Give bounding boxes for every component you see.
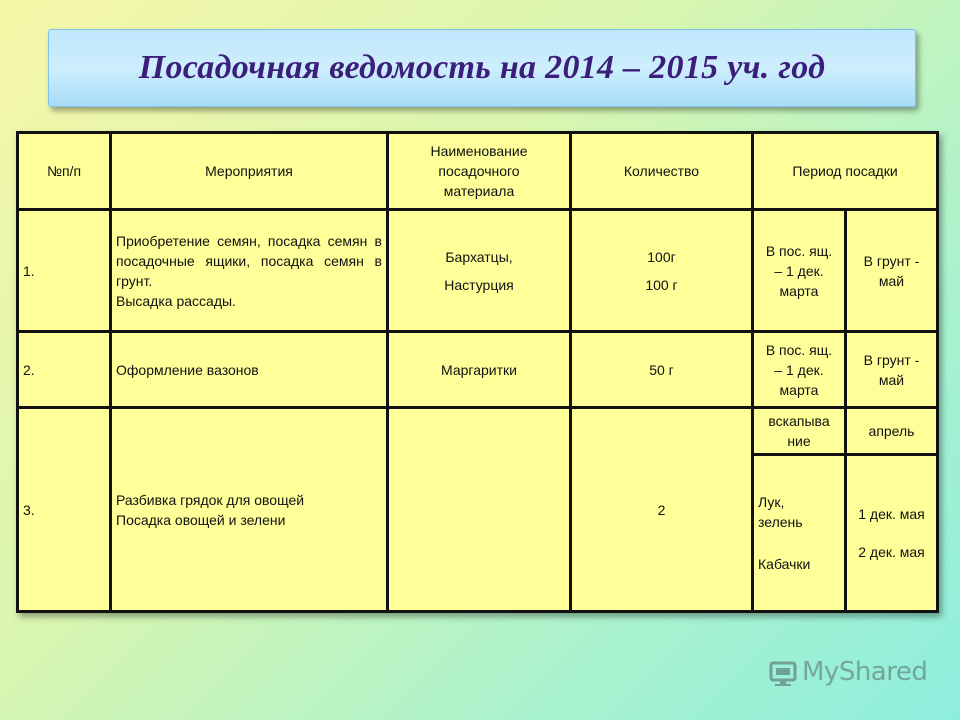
row3-crops: Лук, зелень Кабачки xyxy=(753,455,846,612)
planting-table xyxy=(16,131,939,613)
header-num: №п/п xyxy=(18,133,111,210)
table-row xyxy=(18,408,938,455)
table-row xyxy=(18,332,938,408)
title-banner xyxy=(48,29,916,107)
row2-event: Оформление вазонов xyxy=(111,332,388,408)
watermark-text: MyShared xyxy=(802,657,928,687)
row1-event: Приобретение семян, посадка семян в посадочные ящики, посадка семян в грунт. Высадка рассады. xyxy=(111,210,388,332)
row3-digging: вскапыва ние xyxy=(753,408,846,455)
header-material: Наименование посадочного материала xyxy=(388,133,571,210)
row1-qty: 100г 100 г xyxy=(571,210,753,332)
myshared-logo-icon xyxy=(768,657,798,687)
header-qty: Количество xyxy=(571,133,753,210)
header-period: Период посадки xyxy=(753,133,938,210)
row1-period-box: В пос. ящ. – 1 дек. марта xyxy=(753,210,846,332)
row2-qty: 50 г xyxy=(571,332,753,408)
row2-material: Маргаритки xyxy=(388,332,571,408)
row2-period-ground: В грунт - май xyxy=(846,332,938,408)
row1-material: Бархатцы, Настурция xyxy=(388,210,571,332)
row3-num: 3. xyxy=(18,408,111,612)
row1-period-ground: В грунт - май xyxy=(846,210,938,332)
page-title: Посадочная ведомость на 2014 – 2015 уч. год xyxy=(138,49,826,86)
row3-qty: 2 xyxy=(571,408,753,612)
row2-period-box: В пос. ящ. – 1 дек. марта xyxy=(753,332,846,408)
row1-num: 1. xyxy=(18,210,111,332)
row3-material xyxy=(388,408,571,612)
header-row xyxy=(18,133,938,210)
row3-crop-periods: 1 дек. мая 2 дек. мая xyxy=(846,455,938,612)
header-event: Мероприятия xyxy=(111,133,388,210)
row3-event: Разбивка грядок для овощей Посадка овощей и зелени xyxy=(111,408,388,612)
row3-april: апрель xyxy=(846,408,938,455)
row2-num: 2. xyxy=(18,332,111,408)
table-row xyxy=(18,210,938,332)
myshared-watermark xyxy=(768,655,927,689)
